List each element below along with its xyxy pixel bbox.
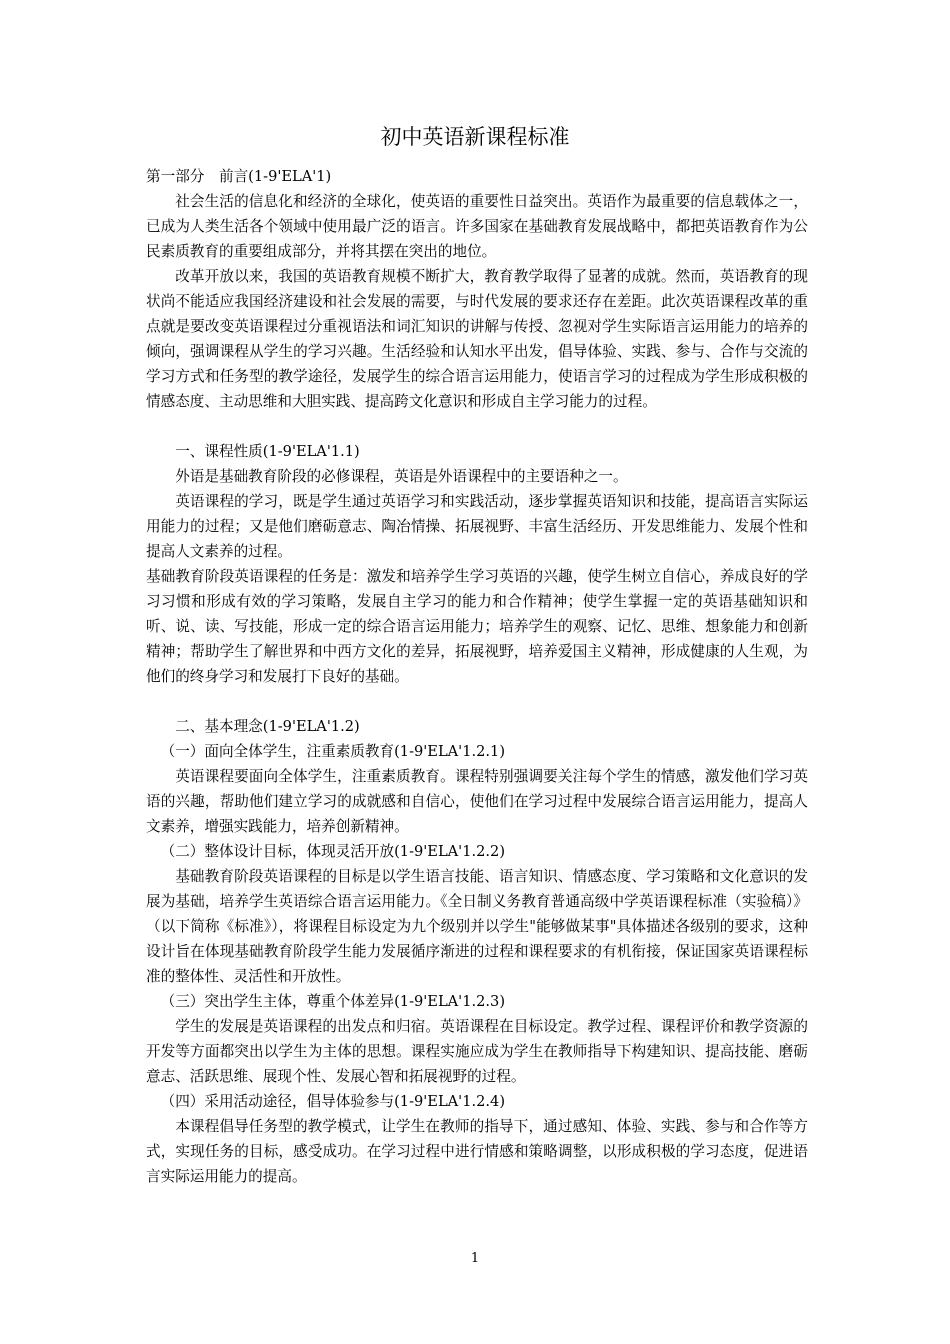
paragraph: 改革开放以来，我国的英语教育规模不断扩大，教育教学取得了显著的成就。然而，英语教育的现状尚不能适应我国经济建设和社会发展的需要，与时代发展的要求还存在差距。此次英语课程改革的重点就是要改变英语课程过分重视语法和词汇知识的讲解与传授、忽视对学生实际语言运用能力的培养的倾向，强调课程从学生的学习兴趣。生活经验和认知水平出发，倡导体验、实践、参与、合作与交流的学习方式和任务型的教学途径，发展学生的综合语言运用能力，使语言学习的过程成为学生形成积极的情感态度、主动思维和大胆实践、提高跨文化意识和形成自主学习能力的过程。: [146, 268, 808, 410]
section-heading-course-nature: 一、课程性质(1-9'ELA'1.1): [175, 443, 360, 460]
paragraph: 本课程倡导任务型的教学模式，让学生在教师的指导下，通过感知、体验、实践、参与和合作等方式，实现任务的目标，感受成功。在学习过程中进行情感和策略调整，以形成积极的学习态度，促进语言实际运用能力的提高。: [146, 1118, 808, 1185]
paragraph: 基础教育阶段英语课程的任务是：激发和培养学生学习英语的兴趣，使学生树立自信心，养成良好的学习习惯和形成有效的学习策略，发展自主学习的能力和合作精神；使学生掌握一定的英语基础知识和听、说、读、写技能，形成一定的综合语言运用能力；培养学生的观察、记忆、思维、想象能力和创新精神；帮助学生了解世界和中西方文化的差异，拓展视野，培养爱国主义精神，形成健康的人生观，为他们的终身学习和发展打下良好的基础。: [146, 568, 808, 685]
paragraph: 社会生活的信息化和经济的全球化，使英语的重要性日益突出。英语作为最重要的信息载体之一，已成为人类生活各个领域中使用最广泛的语言。许多国家在基础教育发展战略中，都把英语教育作为公民素质教育的重要组成部分，并将其摆在突出的地位。: [146, 193, 808, 260]
paragraph: 基础教育阶段英语课程的目标是以学生语言技能、语言知识、情感态度、学习策略和文化意识的发展为基础，培养学生英语综合语言运用能力。《全日制义务教育普通高级中学英语课程标准（实验稿）》（以下简称《标准》），将课程目标设定为九个级别并以学生"能够做某事"具体描述各级别的要求，这种设计旨在体现基础教育阶段学生能力发展循序渐进的过程和课程要求的有机衔接，保证国家英语课程标准的整体性、灵活性和开放性。: [146, 868, 808, 985]
paragraph: 学生的发展是英语课程的出发点和归宿。英语课程在目标设定。教学过程、课程评价和教学资源的开发等方面都突出以学生为主体的思想。课程实施应成为学生在教师指导下构建知识、提高技能、磨砺意志、活跃思维、展现个性、发展心智和拓展视野的过程。: [146, 1018, 808, 1085]
subsection-heading: （二）整体设计目标，体现灵活开放(1-9'ELA'1.2.2): [160, 843, 506, 860]
spacer: [146, 689, 808, 714]
paragraph: 英语课程的学习，既是学生通过英语学习和实践活动，逐步掌握英语知识和技能，提高语言实际运用能力的过程；又是他们磨砺意志、陶冶情操、拓展视野、丰富生活经历、开发思维能力、发展个性和提高人文素养的过程。: [146, 493, 808, 560]
paragraph: 外语是基础教育阶段的必修课程，英语是外语课程中的主要语种之一。: [175, 468, 628, 485]
spacer: [146, 414, 808, 439]
paragraph: 英语课程要面向全体学生，注重素质教育。课程特别强调要关注每个学生的情感，激发他们学习英语的兴趣，帮助他们建立学习的成就感和自信心，使他们在学习过程中发展综合语言运用能力，提高人文素养，增强实践能力，培养创新精神。: [146, 768, 808, 835]
subsection-heading: （一）面向全体学生，注重素质教育(1-9'ELA'1.2.1): [160, 743, 506, 760]
section-heading-preface: 第一部分 前言(1-9'ELA'1): [146, 168, 332, 185]
document-title: 初中英语新课程标准: [380, 125, 570, 149]
subsection-heading: （四）采用活动途径，倡导体验参与(1-9'ELA'1.2.4): [160, 1093, 506, 1110]
page-number: 1: [470, 1251, 480, 1266]
subsection-heading: （三）突出学生主体，尊重个体差异(1-9'ELA'1.2.3): [160, 993, 506, 1010]
section-heading-basic-concepts: 二、基本理念(1-9'ELA'1.2): [175, 718, 360, 735]
document-body: [146, 164, 808, 1189]
